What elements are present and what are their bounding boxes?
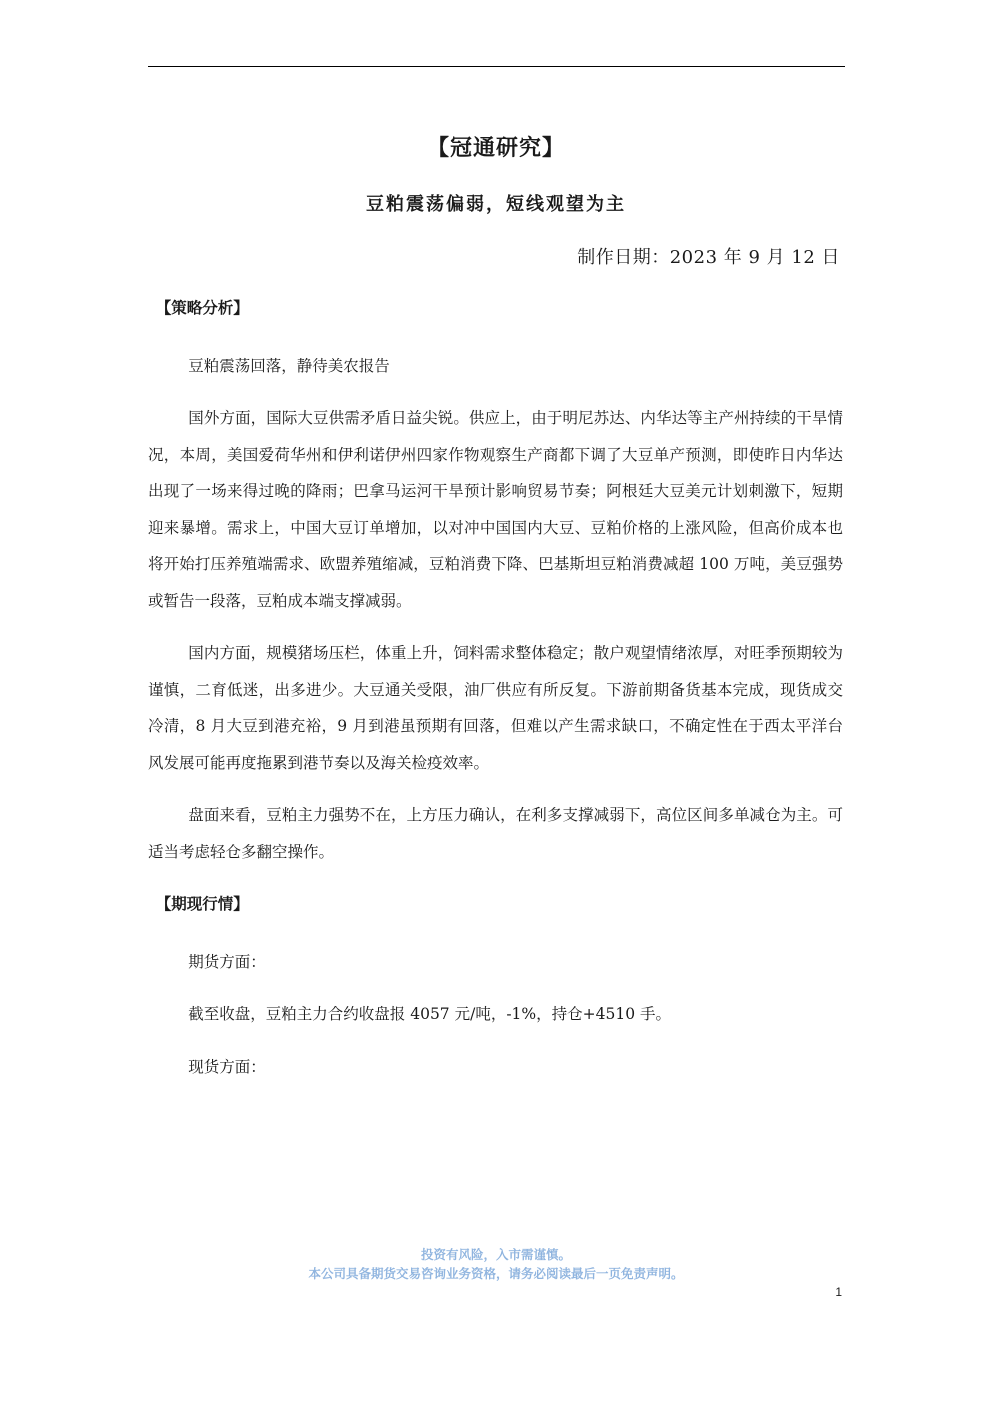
spot-label: 现货方面：	[188, 1057, 266, 1076]
report-title: 【冠通研究】	[426, 135, 565, 161]
header-rule	[148, 66, 845, 67]
strategy-overseas-paragraph: 国外方面，国际大豆供需矛盾日益尖锐。供应上，由于明尼苏达、内华达等主产州持续的干旱情况，本周，美国爱荷华州和伊利诺伊州四家作物观察生产商都下调了大豆单产预测，即使昨日内华达出现了一场来得过晚的降雨；巴拿马运河干旱预计影响贸易节奏；阿根廷大豆美元计划刺激下，短期迎来暴增。需求上，中国大豆订单增加，以对冲中国国内大豆、豆粕价格的上涨风险，但高价成本也将开始打压养殖端需求、欧盟养殖缩减，豆粕消费下降、巴基斯坦豆粕消费减超 100 万吨，美豆强势或暂告一段落，豆粕成本端支撑减弱。	[148, 409, 843, 610]
strategy-summary: 豆粕震荡回落，静待美农报告	[188, 356, 390, 375]
strategy-domestic-paragraph: 国内方面，规模猪场压栏，体重上升，饲料需求整体稳定；散户观望情绪浓厚，对旺季预期较为谨慎，二育低迷，出多进少。大豆通关受限，油厂供应有所反复。下游前期备货基本完成，现货成交冷清，8 月大豆到港充裕，9 月到港虽预期有回落，但难以产生需求缺口，不确定性在于西太平洋台风发展可能再度拖累到港节奏以及海关检疫效率。	[148, 644, 843, 772]
report-date: 制作日期：2023 年 9 月 12 日	[577, 247, 840, 268]
market-heading: 【期现行情】	[155, 894, 249, 913]
report-body	[148, 290, 843, 1101]
risk-disclaimer	[0, 1245, 992, 1283]
page-number: 1	[835, 1285, 842, 1299]
risk-warning-line: 投资有风险，入市需谨慎。	[420, 1247, 571, 1262]
qualification-notice-line: 本公司具备期货交易咨询业务资格，请务必阅读最后一页免责声明。	[308, 1266, 684, 1281]
futures-text: 截至收盘，豆粕主力合约收盘报 4057 元/吨，-1%，持仓+4510 手。	[188, 1005, 672, 1023]
futures-label: 期货方面：	[188, 952, 266, 971]
strategy-market-paragraph: 盘面来看，豆粕主力强势不在，上方压力确认，在利多支撑减弱下，高位区间多单减仓为主。可适当考虑轻仓多翻空操作。	[148, 806, 843, 861]
strategy-heading: 【策略分析】	[155, 298, 249, 317]
report-subtitle: 豆粕震荡偏弱，短线观望为主	[366, 194, 626, 215]
